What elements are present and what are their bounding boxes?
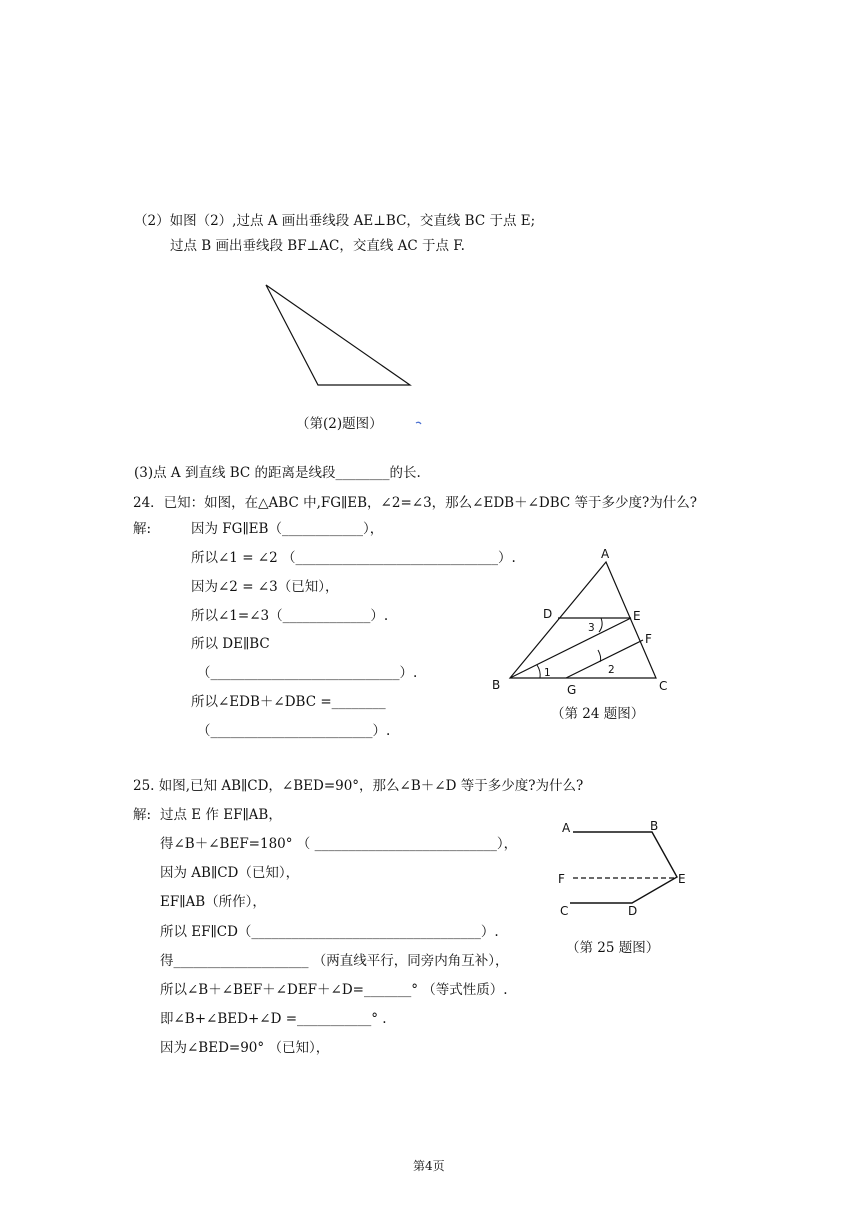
part3-line: (3)点 A 到直线 BC 的距离是线段________的长. xyxy=(134,465,421,481)
part2-line1: （2）如图（2）,过点 A 画出垂线段 AE⊥BC，交直线 BC 于点 E; xyxy=(134,213,536,229)
q25-solution-label: 解: xyxy=(133,807,152,823)
q25-step-6: 得____________________ （两直线平行，同旁内角互补）， xyxy=(160,953,509,969)
q24-step-8: （________________________）. xyxy=(197,723,391,739)
q25-step-2: 得∠B＋∠BEF=180° （ ___________________________）， xyxy=(160,836,518,852)
q24-step-6: （____________________________）. xyxy=(197,665,418,681)
q25-step-9: 因为∠BED=90° （已知）， xyxy=(160,1040,330,1056)
page-number: 第4页 xyxy=(413,1159,445,1173)
q25-step-8: 即∠B+∠BED+∠D =___________° . xyxy=(160,1011,387,1027)
q24-step-7: 所以∠EDB＋∠DBC =________ xyxy=(191,694,386,710)
q24-label-angle-3: 3 xyxy=(588,622,595,634)
q24-step-3: 因为∠2 = ∠3（已知）， xyxy=(191,579,339,595)
part2-caption: （第(2)题图） xyxy=(296,416,383,432)
q24-step-4: 所以∠1=∠3（_____________）. xyxy=(191,608,389,624)
q25-label-e: E xyxy=(678,872,686,886)
q24-step-1: 因为 FG∥EB（____________）， xyxy=(191,521,384,537)
q24-label-d: D xyxy=(543,607,553,621)
q24-label-angle-1: 1 xyxy=(544,667,551,679)
q24-label-angle-2: 2 xyxy=(608,664,615,676)
q25-step-5: 所以 EF∥CD（__________________________________）. xyxy=(160,924,499,940)
q24-step-5: 所以 DE∥BC xyxy=(191,636,270,652)
q25-label-f: F xyxy=(558,872,565,886)
q24-label-g: G xyxy=(567,683,577,697)
q25-step-3: 因为 AB∥CD（已知）， xyxy=(160,865,300,881)
q25-step-7: 所以∠B＋∠BEF＋∠DEF＋∠D=_______° （等式性质）. xyxy=(160,982,508,998)
q25-label-d: D xyxy=(628,904,638,918)
q25-label-b: B xyxy=(650,819,659,833)
q25-caption: （第 25 题图） xyxy=(566,940,660,956)
q24-label-a: A xyxy=(601,547,610,561)
q25-polyline-abedc xyxy=(570,832,677,903)
q24-label-f: F xyxy=(645,632,652,646)
q25-step-4: EF∥AB（所作）， xyxy=(160,894,266,910)
q24-solution-label: 解: xyxy=(133,521,152,537)
q24-label-c: C xyxy=(659,679,668,693)
q25-label-a: A xyxy=(562,821,571,835)
q25-step-1: 过点 E 作 EF∥AB， xyxy=(160,807,282,823)
q24-label-b: B xyxy=(492,678,501,692)
part2-line2: 过点 B 画出垂线段 BF⊥AC，交直线 AC 于点 F. xyxy=(170,238,465,254)
q24-step-2: 所以∠1 = ∠2 （______________________________）. xyxy=(191,550,516,566)
q24-caption: （第 24 题图） xyxy=(551,706,645,722)
q24-label-e: E xyxy=(633,609,641,623)
q24-stem: 24．已知：如图，在△ABC 中,FG∥EB，∠2=∠3，那么∠EDB＋∠DBC 等于多少度?为什么? xyxy=(133,495,697,511)
q25-stem: 25. 如图,已知 AB∥CD，∠BED=90°，那么∠B＋∠D 等于多少度?为什么? xyxy=(133,778,584,794)
q25-label-c: C xyxy=(560,904,569,918)
